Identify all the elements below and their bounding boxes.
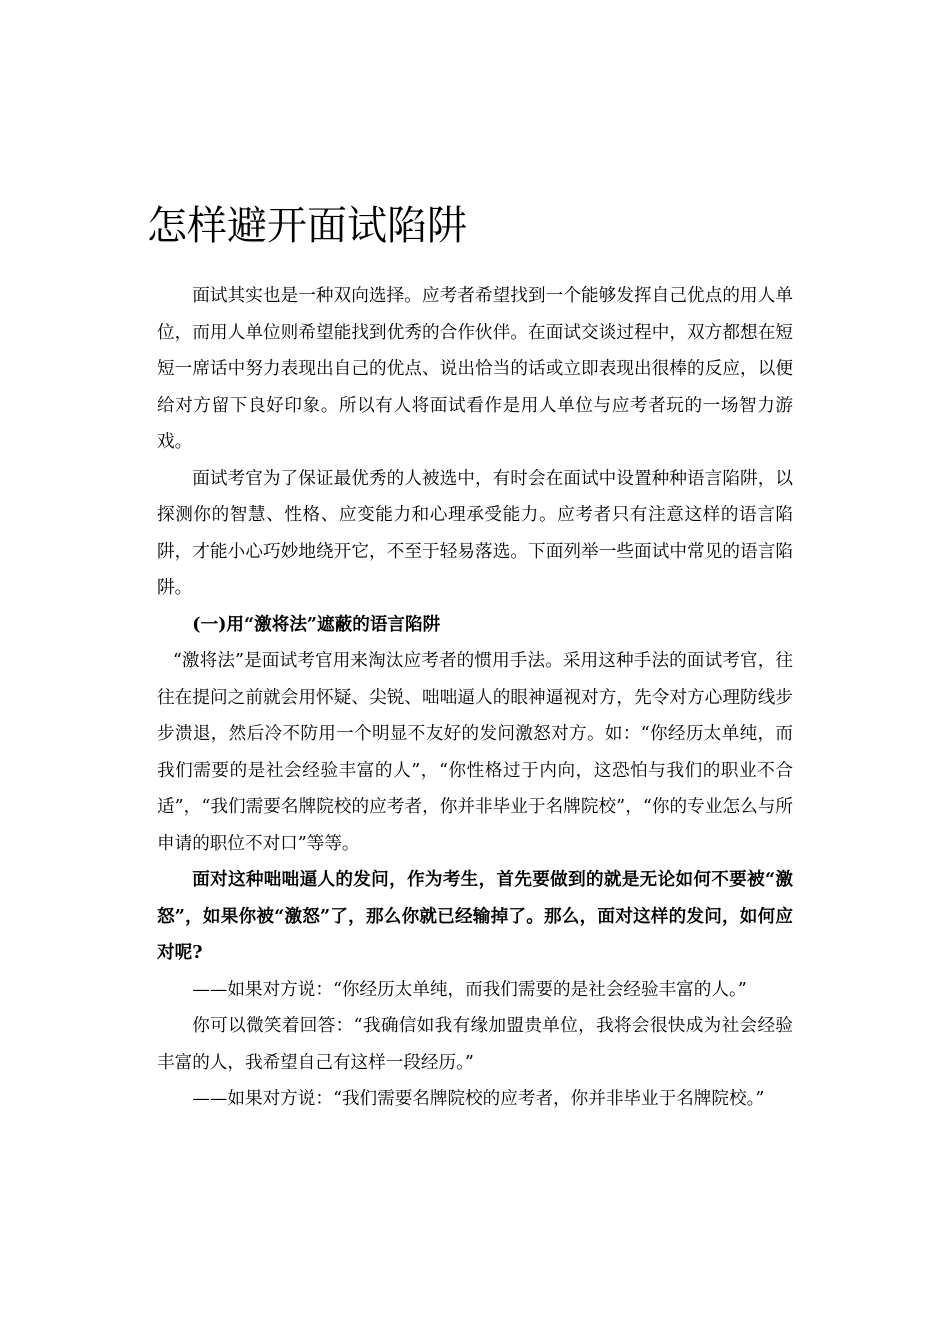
paragraph-how-to-respond: 面对这种咄咄逼人的发问，作为考生，首先要做到的就是无论如何不要被“激怒”，如果你被“激怒”了，那么你就已经输掉了。那么，面对这样的发问，如何应对呢?: [157, 869, 793, 963]
paragraph-example-question-2: ——如果对方说：“我们需要名牌院校的应考者，你并非毕业于名牌院校。”: [192, 1089, 765, 1109]
paragraph-intro: 面试其实也是一种双向选择。应考者希望找到一个能够发挥自己优点的用人单位，而用人单位则希望能找到优秀的合作伙伴。在面试交谈过程中，双方都想在短短一席话中努力表现出自己的优点、说出恰当的话或立即表现出很棒的反应，以便给对方留下良好印象。所以有人将面试看作是用人单位与应考者玩的一场智力游戏。: [157, 286, 793, 452]
document-page: [147, 196, 793, 1118]
document-title: 怎样避开面试陷阱: [147, 203, 467, 249]
paragraph-traps-overview: 面试考官为了保证最优秀的人被选中，有时会在面试中设置种种语言陷阱，以探测你的智慧、性格、应变能力和心理承受能力。应考者只有注意这样的语言陷阱，才能小心巧妙地绕开它，不至于轻易落选。下面列举一些面试中常见的语言陷阱。: [157, 468, 793, 598]
paragraph-example-question-1: ——如果对方说：“你经历太单纯，而我们需要的是社会经验丰富的人。”: [192, 979, 747, 1000]
section-heading-provocation: (一)用“激将法”遮蔽的语言陷阱: [192, 613, 441, 635]
paragraph-provocation-method: “激将法”是面试考官用来淘汰应考者的惯用手法。采用这种手法的面试考官，往往在提问之前就会用怀疑、尖锐、咄咄逼人的眼神逼视对方，先令对方心理防线步步溃退，然后冷不防用一个明显不友好的发问激怒对方。如：“你经历太单纯，而我们需要的是社会经验丰富的人”，“你性格过于内向，这恐怕与我们的职业不合适”，“我们需要名牌院校的应考者，你并非毕业于名牌院校”，“你的专业怎么与所申请的职位不对口”等等。: [157, 651, 793, 854]
paragraph-example-answer-1: 你可以微笑着回答：“我确信如我有缘加盟贵单位，我将会很快成为社会经验丰富的人，我希望自己有这样一段经历。”: [157, 1016, 793, 1073]
